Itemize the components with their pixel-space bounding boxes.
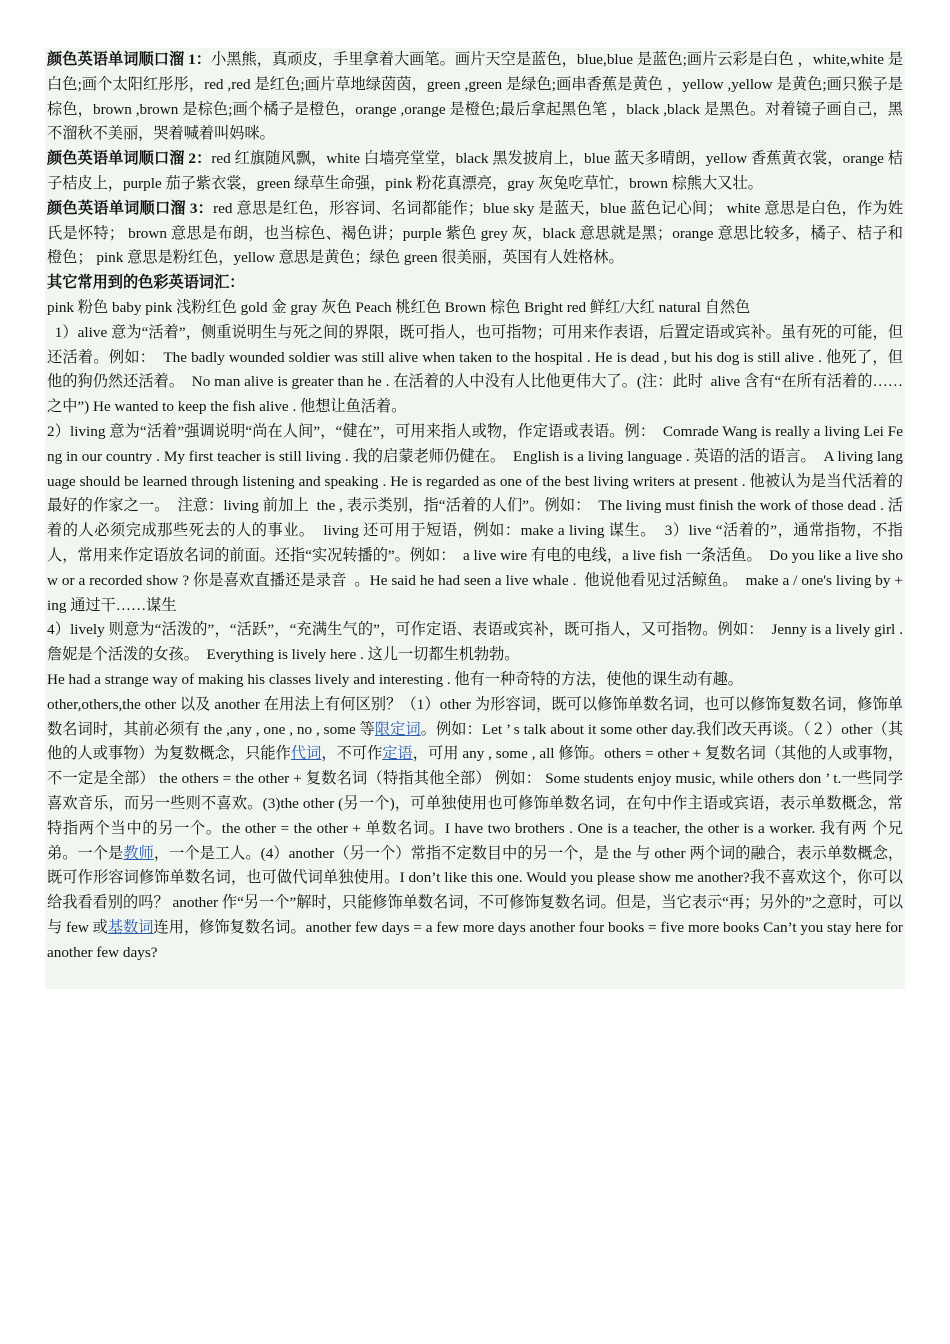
content-block xyxy=(45,48,905,989)
living-paragraph: 2）living 意为“活着”强调说明“尚在人间”，“健在”，可用来指人或物，作定语或表语。例： Comrade Wang is really a living Lei Feng in our country . My first teacher is still living . 我的启蒙老师仍健在。 English is a living language . 英语的活的语言。 A living language should be learned through listening and speaking . He is regarded as one of the best living writers at present . 他被认为是当代活着的最好的作家之一。 注意：living 前加上 the , 表示类别，指“活着的人们”。例如： The living must finish the work of those dead . 活着的人必须完成那些死去的人的事业。 living 还可用于短语，例如：make a living 谋生。 3）live “活着的”，通常指物，不指人，常用来作定语放名词的前面。还指“实况转播的”。例如： a live wire 有电的电线，a live fish 一条活鱼。 Do you like a live show or a recorded show ? 你是喜欢直播还是录音 。He said he had seen a live whale . 他说他看见过活鲸鱼。 make a / one's living by + ing 通过干……谋生 xyxy=(47,422,907,614)
other-paragraph xyxy=(47,693,903,966)
other-text-6: 连用，修饰复数名词。another few days = a few more days another four books = five more books Can’t you stay here for another few days? xyxy=(47,918,903,961)
link-attributive[interactable]: 定语 xyxy=(382,745,413,763)
rhyme-1 xyxy=(47,48,903,147)
rhyme-1-text: 小黑熊，真顽皮，手里拿着大画笔。画片天空是蓝色，blue,blue 是蓝色;画片云彩是白色 ，white,white 是白色;画个太阳红彤彤，red ,red 是红色;画片草地绿茵茵，green ,green 是绿色;画串香蕉是黄色 ，yellow ,yellow 是黄色;画只猴子是棕色，brown ,brown 是棕色;画个橘子是橙色，orange ,orange 是橙色;最后拿起黑色笔 ，black ,black 是黑色。对着镜子画自己，黑不溜秋不美丽，哭着喊着叫妈咪。 xyxy=(47,51,904,143)
document-page xyxy=(45,48,905,989)
vocab-heading: 其它常用到的色彩英语词汇： xyxy=(47,274,245,292)
link-teacher[interactable]: 教师 xyxy=(123,844,154,862)
trailing-space xyxy=(47,965,903,989)
rhyme-1-label: 颜色英语单词顺口溜 1： xyxy=(47,51,211,68)
other-text-1: other,others,the other 以及 another 在用法上有何区别？（1）other 为形容词，既可以修饰单数名词，也可以修饰复数名词，修饰单数名词时，其前必须有 the ,any , one , no , some 等 xyxy=(47,695,903,738)
other-text-4: ，可用 any , some , all 修饰。others = other + 复数名词（其他的人或事物，不一定是全部） the others = the other + 复数名词（特指其他全部） 例如： Some students enjoy music, while others don ’ t.一些同学喜欢音乐，而另一些则不喜欢。(3)the other (另一个)，可单独使用也可修饰单数名词，在句中作主语或宾语，表示单数概念，常特指两个当中的另一个。the other = the other + 单数名词。I have two brothers . One is a teacher, the other is a worker. 我有两 个兄弟。一个是 xyxy=(47,745,904,862)
link-cardinal-number[interactable]: 基数词 xyxy=(107,918,154,936)
other-text-2: 。例如：Let ’ s talk about it some other day.我们改天再谈。（２）other（其他的人或事物）为复数概念，只能作 xyxy=(47,720,904,763)
vocab-list: pink 粉色 baby pink 浅粉红色 gold 金 gray 灰色 Peach 桃红色 Brown 棕色 Bright red 鲜红/大红 natural 自然色 xyxy=(47,298,751,316)
rhyme-3-text: red 意思是红色，形容词、名词都能作；blue sky 是蓝天，blue 蓝色记心间； white 意思是白色，作为姓氏是怀特； brown 意思是布朗，也当棕色、褐色讲；purple 紫色 grey 灰，black 意思就是黑；orange 意思比较多，橘子、桔子和橙色； pink 意思是粉红色，yellow 意思是黄色；绿色 green 很美丽，英国有人姓格林。 xyxy=(47,199,904,267)
rhyme-2-label: 颜色英语单词顺口溜 2： xyxy=(47,150,212,168)
other-text-5: ，一个是工人。(4）another（另一个）常指不定数目中的另一个，是 the 与 other 两个词的融合，表示单数概念，既可作形容词修饰单数名词，也可做代词单独使用。I don’t like this one. Would you please show me another?我不喜欢这个，你可以给我看看别的吗？ another 作“另一个”解时，只能修饰单数名词，不可修饰复数名词。但是，当它表示“再；另外的”之意时，可以与 few 或 xyxy=(47,844,904,936)
other-text-3: ，不可作 xyxy=(321,745,383,763)
rhyme-3-label: 颜色英语单词顺口溜 3： xyxy=(47,199,214,217)
link-pronoun[interactable]: 代词 xyxy=(290,745,322,763)
rhyme-3 xyxy=(47,197,903,271)
lively-sentence: He had a strange way of making his classes lively and interesting . 他有一种奇特的方法，使他的课生动有趣。 xyxy=(47,670,743,688)
rhyme-2 xyxy=(47,147,903,197)
alive-paragraph: 1）alive 意为“活着”，侧重说明生与死之间的界限，既可指人，也可指物；可用来作表语，后置定语或宾补。虽有死的可能，但还活着。例如： The badly wounded soldier was still alive when taken to the hospital . He is dead , but his dog is still alive . 他死了，但他的狗仍然还活着。 No man alive is greater than he . 在活着的人中没有人比他更伟大了。(注：此时 alive 含有“在所有活着的……之中”) He wanted to keep the fish alive . 他想让鱼活着。 xyxy=(47,323,904,416)
rhyme-2-text: red 红旗随风飘，white 白墙亮堂堂，black 黑发披肩上，blue 蓝天多晴朗，yellow 香蕉黄衣裳，orange 桔子桔皮上，purple 茄子紫衣裳，green 绿草生命强，pink 粉花真漂亮，gray 灰兔吃草忙，brown 棕熊大又壮。 xyxy=(47,150,903,192)
lively-paragraph: 4）lively 则意为“活泼的”，“活跃”，“充满生气的”，可作定语、表语或宾补，既可指人，又可指物。例如： Jenny is a lively girl . 詹妮是个活泼的女孩。 Everything is lively here . 这儿一切都生机勃勃。 xyxy=(47,621,907,664)
link-determiner[interactable]: 限定词 xyxy=(374,720,421,738)
